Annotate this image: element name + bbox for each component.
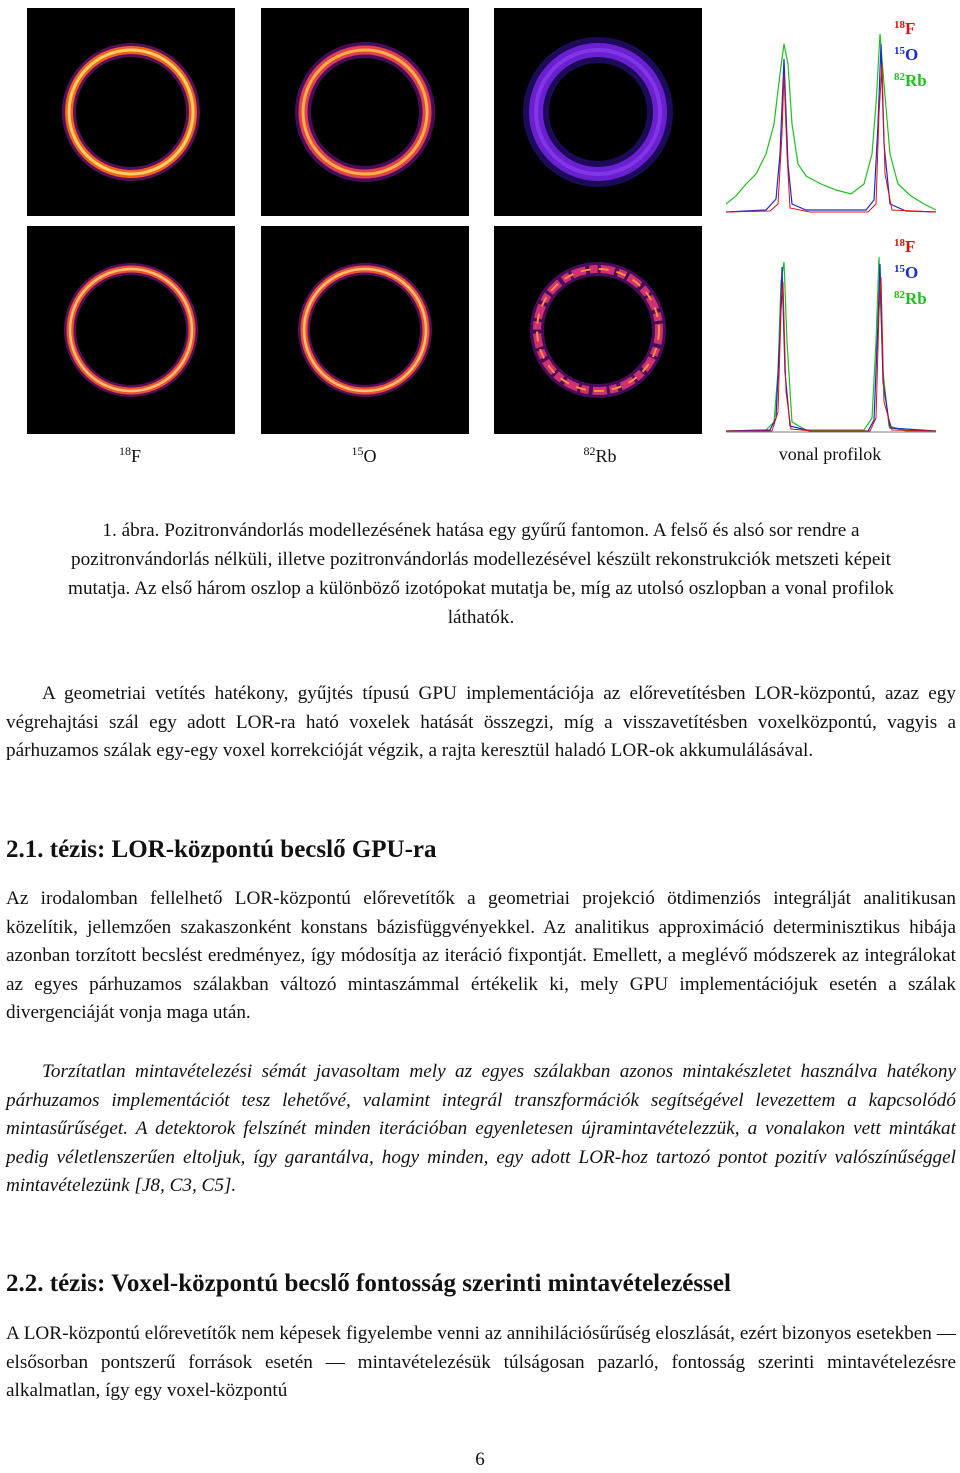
ring-image-bottom-o15 xyxy=(261,226,469,434)
ring-image-top-f18 xyxy=(27,8,235,216)
legend-item-rb82: $^{82}$Rb xyxy=(894,71,927,90)
legend-item-f18: $^{18}$F xyxy=(894,19,916,38)
column-label-rb82: $^{82}$Rb xyxy=(583,444,617,466)
paragraph-section-2-1-italic: Torzítatlan mintavételezési sémát javasoltam mely az egyes szálakban azonos mintakészletet használva hatékony párhuzamos implementációt tesz lehetővé, valamint integrál transzformációk segítségével levezettem a kapcsolódó mintasűrűséget. A detektorok felszínét minden iterációban egyenletesen újramintavételezzük, a vonalakon vett mintákat pedig véletlenszerűen eltoljuk, így garantálva, hogy minden, egy adott LOR-hoz tartozó pontot pozitív valószínűséggel mintavételezünk [J8, C3, C5]. xyxy=(6,1061,956,1197)
page-number: 6 xyxy=(475,1449,485,1470)
ring-image-top-o15 xyxy=(261,8,469,216)
column-label-profiles: vonal profilok xyxy=(778,444,882,464)
ring-image-bottom-rb82 xyxy=(494,226,702,434)
legend-bottom xyxy=(894,232,927,310)
section-heading-2-2: 2.2. tézis: Voxel-központú becslő fontosság szerinti mintavételezéssel xyxy=(6,1270,731,1297)
section-heading-2-1: 2.1. tézis: LOR-központú becslő GPU-ra xyxy=(6,836,437,863)
paragraph-gpu-implementation: A geometriai vetítés hatékony, gyűjtés típusú GPU implementációja az előrevetítésben LOR-központú, azaz egy végrehajtási szál egy adott LOR-ra ható voxelek hatását összegzi, míg a visszavetítésben voxelközpontú, vagyis a párhuzamos szálak egy-egy voxel korrekcióját végzik, a rajta keresztül haladó LOR-ok akkumulálásával. xyxy=(6,683,956,762)
column-label-f18: $^{18}$F xyxy=(118,444,141,466)
ring-image-top-rb82 xyxy=(494,8,702,216)
legend-item-f18: $^{18}$F xyxy=(894,237,916,256)
legend-item-o15: $^{15}$O xyxy=(894,45,919,64)
legend-item-o15: $^{15}$O xyxy=(894,263,919,282)
paragraph-section-2-2: A LOR-központú előrevetítők nem képesek figyelembe venni az annihilációsűrűség eloszlását, ezért bizonyos esetekben — elsősorban pontszerű források esetén — mintavételezésük túlságosan pazarló, fontosság szerinti mintavételezésre alkalmatlan, így egy voxel-központú xyxy=(6,1323,956,1402)
legend-item-rb82: $^{82}$Rb xyxy=(894,289,927,308)
figure-caption: 1. ábra. Pozitronvándorlás modellezésének hatása egy gyűrű fantomon. A felső és alsó sor rendre a pozitronvándorlás nélküli, illetve pozitronvándorlás modellezésével készült rekonstrukciók metszeti képeit mutatja. Az első három oszlop a különböző izotópokat mutatja be, míg az utolsó oszlopban a vonal profilok láthatók. xyxy=(68,520,894,628)
column-label-o15: $^{15}$O xyxy=(351,444,377,466)
paragraph-section-2-1: Az irodalomban fellelhető LOR-központú előrevetítők a geometriai projekció ötdimenziós integrálját analitikusan közelítik, jellemzően szakaszonként konstans bázisfüggvényekkel. Az analitikus approximáció determinisztikus hibája azonban torzított becslést eredményez, így módosítja az iteráció fixpontját. Emellett, a meglévő módszerek az integrálokat az egyes párhuzamos szálakban változó mintaszámmal értékelik ki, mely GPU implementációjuk esetén a szálak divergenciáját vonja maga után. xyxy=(6,888,956,1024)
ring-image-bottom-f18 xyxy=(27,226,235,434)
figure-1 xyxy=(0,0,960,440)
legend-top xyxy=(894,14,927,92)
